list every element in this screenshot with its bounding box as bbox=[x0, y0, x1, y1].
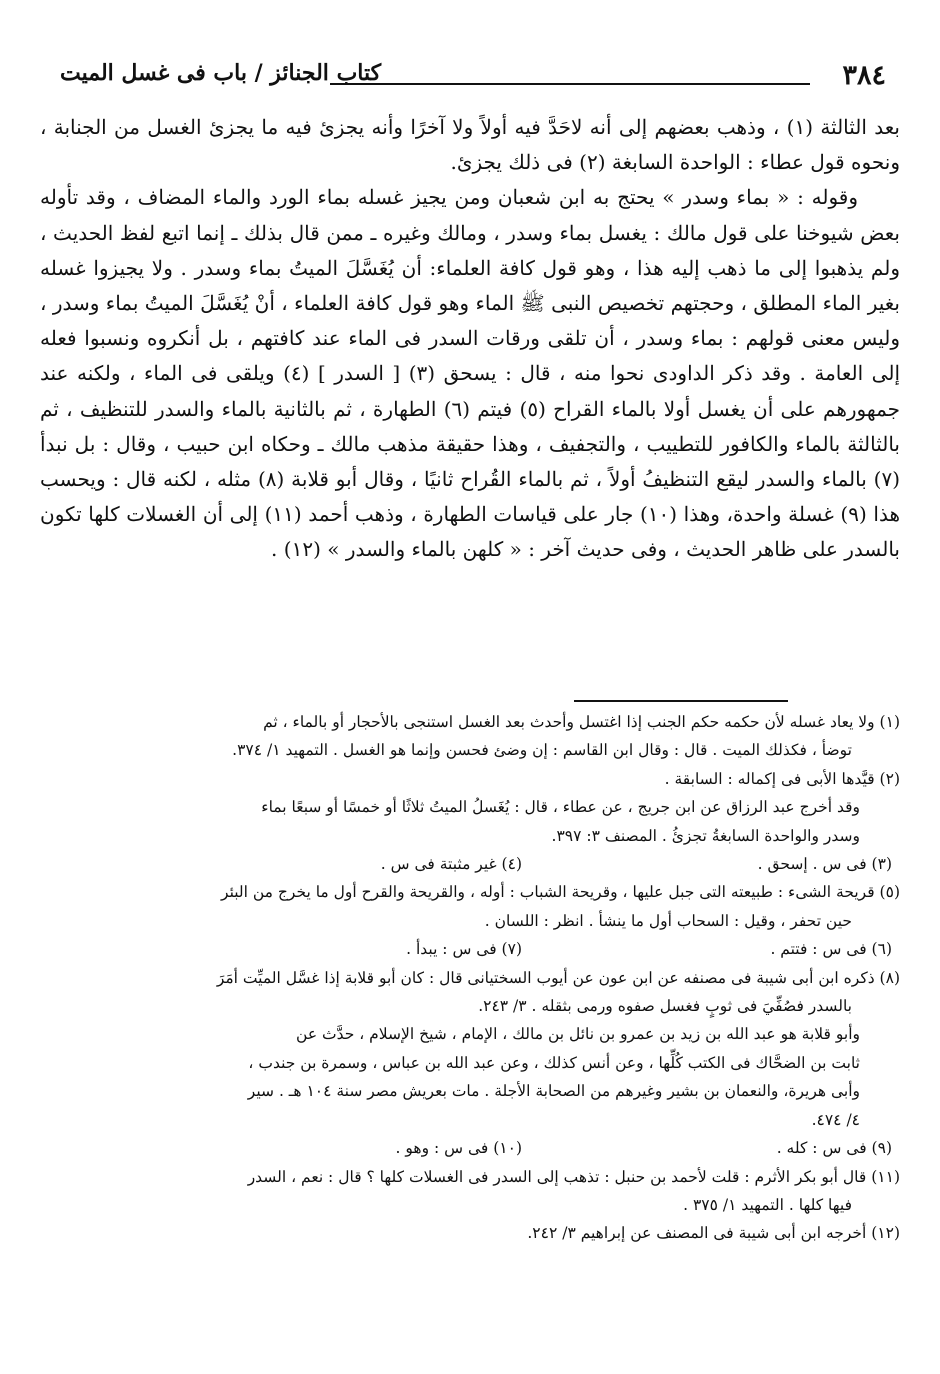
footnote-pair bbox=[40, 935, 900, 963]
footnote-line: (٣) فى س . إسحق . bbox=[757, 855, 892, 874]
footnote-line: (٤) غير مثبتة فى س . bbox=[380, 855, 522, 874]
footnote-line: (٢) قيَّدها الأبى فى إكماله : السابقة . bbox=[664, 769, 900, 788]
footnote-line: (٥) قريحة الشىء : طبيعته التى جبل عليها ، وقريحة الشباب : أوله ، والقريحة والقرح أول ما يخرج من البئر bbox=[221, 883, 900, 902]
footnote-line: بالسدر فصُفِّيَ فى ثوبٍ فغسل صفوه ورمى بثقله . ٣/ ٢٤٣. bbox=[478, 997, 852, 1016]
page-number: ٣٨٤ bbox=[842, 60, 886, 91]
footnote-line: وأبى هريرة، والنعمان بن بشير وغيرهم من الصحابة الأجلة . مات بعريش مصر سنة ١٠٤ هـ . سير bbox=[247, 1082, 860, 1101]
paragraph: بعد الثالثة (١) ، وذهب بعضهم إلى أنه لاحَدَّ فيه أولاً ولا آخرًا وأنه يجزئ فيه ما يجزئ الغسل من الجنابة ، ونحوه قول عطاء : الواحدة السابغة (٢) فى ذلك يجزئ. bbox=[40, 115, 900, 175]
footnote-line: (٨) ذكره ابن أبى شيبة فى مصنفه عن ابن عون عن أيوب السختيانى قال : كان أبو قلابة إذا غسَّل الميِّت أمَرَ bbox=[216, 968, 900, 987]
footnote-line: (٩) فى س : كله . bbox=[776, 1139, 892, 1158]
paragraph: وقوله : « بماء وسدر » يحتج به ابن شعبان ومن يجيز غسله بماء الورد والماء المضاف ، وقد تأوله بعض شيوخنا على قول مالك : يغسل بماء وسدر ، ومالك وغيره ـ ممن قال بذلك ـ إنما اتبع لفظ الحديث ، ولم يذهبوا إلى ما ذهب إليه هذا ، وهو قول كافة العلماء: أن يُغَسَّلَ الميتُ بماء وسدر . ولا يجيزوا غسله بغير الماء المطلق ، وحجتهم تخصيص النبى ﷺ الماء وهو قول كافة العلماء ، أنْ يُغَسَّلَ الميتُ بماء وسدر ، وليس معنى قولهم : بماء وسدر ، أن تلقى ورقات السدر فى الماء عند كافتهم ، بل أنكروه ونسبوا فعله إلى العامة . وقد ذكر الداودى نحوا منه ، قال : يسحق (٣) [ السدر ] (٤) ويلقى فى الماء ، ولكنه عند جمهورهم على أن يغسل أولا بالماء القراح (٥) فيتم (٦) الطهارة ، ثم بالثانية بالماء والسدر للتنظيف ، ثم بالثالثة بالماء والكافور للتطييب ، والتجفيف ، وهذا حقيقة مذهب مالك ـ وحكاه ابن حبيب ، وقال : بل نبدأ (٧) بالماء والسدر ليقع التنظيفُ أولاً ، ثم بالماء القُراح ثانيًا ، وقال أبو قلابة (٨) مثله ، لكنه قال : ويحسب هذا (٩) غسلة واحدة، وهذا (١٠) جار على قياسات الطهارة ، وذهب أحمد (١١) إلى أن الغسلات كلها تكون بالسدر على ظاهر الحديث ، وفى حديث آخر : « كلهن بالماء والسدر » (١٢) . bbox=[40, 185, 901, 562]
footnote-line: وسدر والواحدة السابغةُ تجزئُ . المصنف ٣: ٣٩٧. bbox=[551, 826, 860, 845]
footnote-line: ثابت بن الضحَّاك فى الكتب كُلِّها ، وعن أنس كذلك ، وعن عبد الله بن عباس ، وسمرة بن جندب ، bbox=[248, 1053, 860, 1072]
footnote-pair bbox=[40, 850, 900, 878]
page-header bbox=[40, 54, 900, 98]
footnote-line: (١١) قال أبو بكر الأثرم : قلت لأحمد بن حنبل : تذهب إلى السدر فى الغسلات كلها ؟ قال : نعم ، السدر bbox=[247, 1167, 900, 1186]
footnote-line: حين تحفر ، وقيل : السحاب أول ما ينشأ . انظر : اللسان . bbox=[484, 911, 852, 930]
footnotes bbox=[40, 708, 900, 1248]
running-title: كتاب الجنائز / باب فى غسل الميت bbox=[60, 60, 382, 86]
footnote-rule bbox=[574, 700, 788, 702]
footnote-line: (١٢) أخرجه ابن أبى شيبة فى المصنف عن إبراهيم ٣/ ٢٤٢. bbox=[527, 1224, 900, 1243]
footnote-line: وأبو قلابة هو عبد الله بن زيد بن عمرو بن نائل بن مالك ، الإمام ، شيخ الإسلام ، حدَّث عن bbox=[296, 1025, 860, 1044]
footnote-line: (٧) فى س : يبدأ . bbox=[406, 940, 522, 959]
footnote-line: وقد أخرج عبد الرزاق عن ابن جريج ، عن عطاء ، قال : يُغَسلُ الميتُ ثلاثًا أو خمسًا أو سبعًا بماء bbox=[261, 798, 860, 817]
header-rule bbox=[330, 83, 810, 85]
footnote-line: (٦) فى س : فتتم . bbox=[770, 940, 892, 959]
footnote-line: (١٠) فى س : وهو . bbox=[395, 1139, 522, 1158]
footnote-line: (١) ولا يعاد غسله لأن حكمه حكم الجنب إذا اغتسل وأحدث بعد الغسل استنجى بالأحجار أو بالماء ، ثم bbox=[263, 713, 900, 731]
footnote-pair bbox=[40, 1134, 900, 1162]
footnote-line: توضأ ، فكذلك الميت . قال : وقال ابن القاسم : إن وضئ فحسن وإنما هو الغسل . التمهيد ١/ ٣٧٤. bbox=[232, 741, 852, 760]
footnote-line: ٤/ ٤٧٤. bbox=[811, 1110, 860, 1129]
footnote-line: فيها كلها . التمهيد ١/ ٣٧٥ . bbox=[683, 1195, 852, 1214]
main-text bbox=[40, 110, 900, 568]
